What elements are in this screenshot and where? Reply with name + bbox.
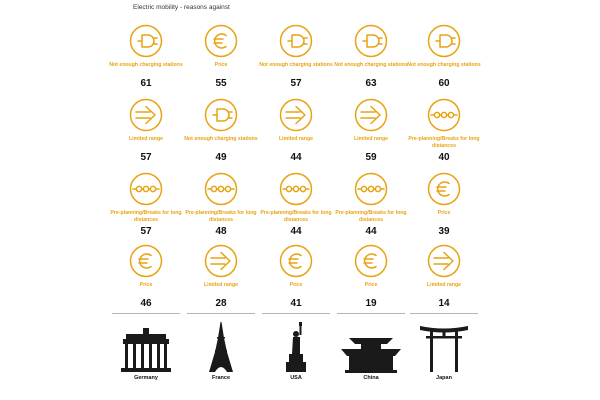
country-name: Japan bbox=[436, 375, 452, 381]
arrow-icon bbox=[279, 98, 313, 132]
reason-label: Limited range bbox=[353, 136, 388, 142]
reason-value: 44 bbox=[290, 226, 302, 237]
euro-icon bbox=[279, 244, 313, 278]
plug-icon bbox=[129, 24, 163, 58]
reason-value: 44 bbox=[365, 226, 377, 237]
reason-value: 28 bbox=[215, 298, 227, 309]
stops-icon bbox=[427, 98, 461, 132]
plug-icon bbox=[354, 24, 388, 58]
arrow-icon bbox=[204, 244, 238, 278]
reason-cell bbox=[404, 98, 484, 163]
chinese-temple-icon bbox=[341, 322, 401, 374]
country-landmark bbox=[404, 322, 484, 381]
reason-label: Pre-planning/Breaks for long distances bbox=[110, 210, 182, 223]
reason-cell bbox=[331, 172, 411, 237]
reason-value: 44 bbox=[290, 152, 302, 163]
country-landmark bbox=[181, 322, 261, 381]
torii-gate-icon bbox=[414, 322, 474, 374]
reason-value: 57 bbox=[140, 152, 152, 163]
reason-cell bbox=[106, 172, 186, 237]
column-divider bbox=[112, 313, 180, 314]
reason-cell bbox=[404, 172, 484, 237]
reason-label: Limited range bbox=[278, 136, 313, 142]
brandenburg-gate-icon bbox=[116, 322, 176, 374]
reason-label: Pre-planning/Breaks for long distances bbox=[408, 136, 480, 149]
euro-icon bbox=[354, 244, 388, 278]
reason-value: 55 bbox=[215, 78, 227, 89]
reason-label: Limited range bbox=[426, 282, 461, 288]
reason-value: 40 bbox=[438, 152, 450, 163]
reason-cell bbox=[181, 98, 261, 163]
reason-value: 48 bbox=[215, 226, 227, 237]
reason-value: 49 bbox=[215, 152, 227, 163]
reason-value: 39 bbox=[438, 226, 450, 237]
statue-of-liberty-icon bbox=[266, 322, 326, 374]
reason-value: 63 bbox=[365, 78, 377, 89]
chart-title: Electric mobility - reasons against bbox=[133, 4, 230, 11]
reason-cell bbox=[404, 24, 484, 89]
reason-label: Pre-planning/Breaks for long distances bbox=[260, 210, 332, 223]
column-divider bbox=[187, 313, 255, 314]
column-divider bbox=[410, 313, 478, 314]
reason-cell bbox=[106, 24, 186, 89]
reason-label: Pre-planning/Breaks for long distances bbox=[185, 210, 257, 223]
euro-icon bbox=[427, 172, 461, 206]
reason-label: Price bbox=[289, 282, 303, 288]
reason-cell bbox=[256, 24, 336, 89]
country-landmark bbox=[256, 322, 336, 381]
reason-label: Not enough charging stations bbox=[407, 62, 481, 68]
reason-value: 19 bbox=[365, 298, 377, 309]
stops-icon bbox=[204, 172, 238, 206]
reason-label: Not enough charging stations bbox=[184, 136, 258, 142]
reason-value: 57 bbox=[140, 226, 152, 237]
reason-value: 60 bbox=[438, 78, 450, 89]
euro-icon bbox=[129, 244, 163, 278]
reason-label: Not enough charging stations bbox=[109, 62, 183, 68]
plug-icon bbox=[427, 24, 461, 58]
stops-icon bbox=[279, 172, 313, 206]
country-name: USA bbox=[290, 375, 302, 381]
reason-label: Price bbox=[364, 282, 378, 288]
reason-value: 59 bbox=[365, 152, 377, 163]
reason-cell bbox=[181, 172, 261, 237]
stops-icon bbox=[129, 172, 163, 206]
arrow-icon bbox=[427, 244, 461, 278]
plug-icon bbox=[279, 24, 313, 58]
reason-value: 46 bbox=[140, 298, 152, 309]
reason-cell bbox=[106, 244, 186, 309]
column-divider bbox=[337, 313, 405, 314]
country-landmark bbox=[331, 322, 411, 381]
reason-value: 57 bbox=[290, 78, 302, 89]
reason-cell bbox=[181, 244, 261, 309]
reason-cell bbox=[106, 98, 186, 163]
country-landmark bbox=[106, 322, 186, 381]
country-name: China bbox=[363, 375, 379, 381]
reason-value: 41 bbox=[290, 298, 302, 309]
reason-value: 61 bbox=[140, 78, 152, 89]
arrow-icon bbox=[129, 98, 163, 132]
reason-cell bbox=[331, 244, 411, 309]
eiffel-tower-icon bbox=[191, 322, 251, 374]
reason-cell bbox=[331, 98, 411, 163]
arrow-icon bbox=[354, 98, 388, 132]
stops-icon bbox=[354, 172, 388, 206]
reason-cell bbox=[331, 24, 411, 89]
country-name: France bbox=[211, 375, 231, 381]
reason-label: Price bbox=[214, 62, 228, 68]
reason-cell bbox=[181, 24, 261, 89]
reason-label: Not enough charging stations bbox=[334, 62, 408, 68]
reason-cell bbox=[256, 244, 336, 309]
reason-cell bbox=[256, 98, 336, 163]
column-divider bbox=[262, 313, 330, 314]
reason-label: Price bbox=[437, 210, 451, 216]
reason-cell bbox=[404, 244, 484, 309]
reason-label: Limited range bbox=[203, 282, 238, 288]
reason-label: Not enough charging stations bbox=[259, 62, 333, 68]
reason-label: Pre-planning/Breaks for long distances bbox=[335, 210, 407, 223]
reason-label: Limited range bbox=[128, 136, 163, 142]
reason-cell bbox=[256, 172, 336, 237]
country-name: Germany bbox=[134, 375, 158, 381]
euro-icon bbox=[204, 24, 238, 58]
reason-value: 14 bbox=[438, 298, 450, 309]
reason-label: Price bbox=[139, 282, 153, 288]
plug-icon bbox=[204, 98, 238, 132]
